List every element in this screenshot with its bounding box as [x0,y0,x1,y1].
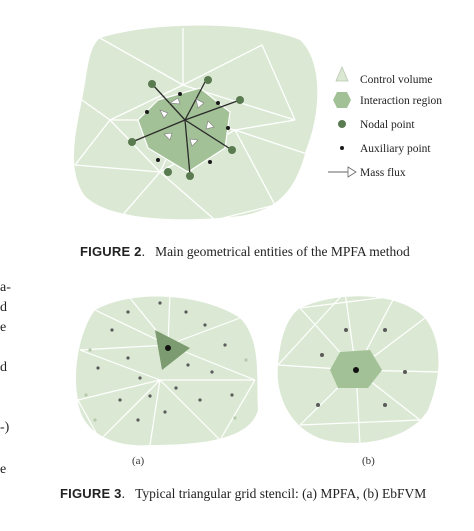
margin-fragment: e [0,462,7,477]
figure-2-caption: FIGURE 2. Main geometrical entities of the MPFA method [80,244,410,259]
margin-fragment: d [0,360,7,375]
hexagon-icon [333,92,351,108]
legend-label-interaction-region: Interaction region [360,95,443,107]
figure-3-caption: FIGURE 3. Typical triangular grid stencil: (a) MPFA, (b) EbFVM [60,486,427,501]
figure-3a-diagram [76,292,258,445]
arrow-icon [328,167,356,177]
figure-3b-diagram [278,292,440,445]
figure-3-text: Typical triangular grid stencil: (a) MPFA, (b) EbFVM [135,486,427,501]
domain-a [76,297,258,446]
panel-b-label: (b) [362,455,375,467]
triangle-icon [336,67,348,81]
panel-a-label: (a) [132,455,145,467]
legend-label-nodal-point: Nodal point [360,119,415,131]
figure-3-label: FIGURE 3 [60,486,122,501]
margin-fragment: -) [0,420,10,435]
figure-2-label: FIGURE 2 [80,244,142,259]
margin-fragment: e [0,320,7,335]
small-dot-icon [340,146,344,150]
legend-label-mass-flux: Mass flux [360,167,406,179]
margin-fragment: d [0,300,7,315]
figure-2-text: Main geometrical entities of the MPFA method [155,244,410,259]
legend-label-auxiliary-point: Auxiliary point [360,143,431,155]
margin-fragment: a- [0,280,11,295]
legend [328,67,442,179]
large-dot-icon [338,120,346,128]
legend-label-control-volume: Control volume [360,74,433,86]
